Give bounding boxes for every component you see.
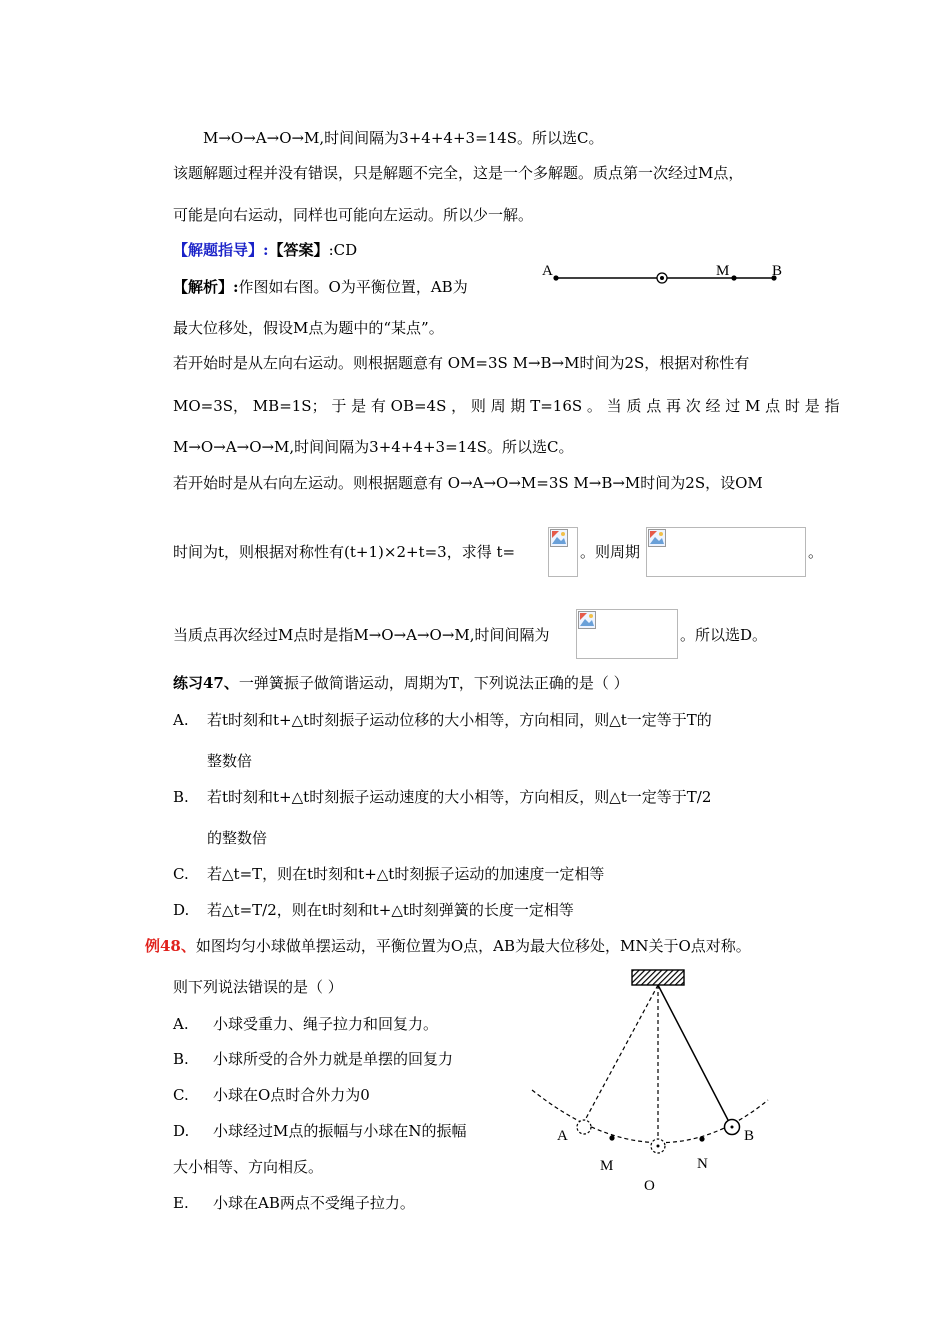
exercise47-line <box>173 673 629 693</box>
ex48-option-e <box>173 1193 415 1213</box>
point-m <box>731 275 736 280</box>
example48-title: 例48、 <box>145 937 196 955</box>
solution-line-3: 可能是向右运动，同样也可能向左运动。所以少一解。 <box>173 206 534 224</box>
ex48-option-d-cont: 大小相等、方向相反。 <box>173 1158 324 1176</box>
label-n: N <box>697 1156 708 1172</box>
broken-image-icon <box>648 529 666 547</box>
formula-image-interval <box>576 609 678 659</box>
ex47-option-a <box>173 710 712 730</box>
example48-stem-2: 则下列说法错误的是（ ） <box>173 978 343 996</box>
point-o <box>660 276 664 280</box>
point-m <box>609 1135 614 1140</box>
option-label: C. <box>173 1086 189 1104</box>
ex48-option-c <box>173 1085 370 1105</box>
para1-line-1: 若开始时是从左向右运动。则根据题意有 OM=3S M→B→M时间为2S，根据对称性有 <box>173 354 750 372</box>
option-text: 若t时刻和t+△t时刻振子运动位移的大小相等，方向相同，则△t一定等于T的 <box>207 711 712 729</box>
ball-b-center <box>731 1126 734 1129</box>
option-text: 若t时刻和t+△t时刻振子运动速度的大小相等，方向相反，则△t一定等于T/2 <box>207 788 712 806</box>
broken-image-icon <box>578 611 596 629</box>
ex47-option-d <box>173 900 574 920</box>
label-b: B <box>744 1128 755 1144</box>
pendulum-support <box>632 970 684 985</box>
formula-image-period <box>646 527 806 577</box>
para1-line-3: M→O→A→O→M,时间间隔为3+4+4+3=14S。所以选C。 <box>173 438 574 456</box>
ex47-option-a-cont: 整数倍 <box>207 752 253 770</box>
ex48-option-a <box>173 1014 438 1034</box>
option-label: B. <box>173 1050 189 1068</box>
label-m: M <box>716 263 730 279</box>
ball-o-center <box>657 1145 660 1148</box>
option-text: 小球在O点时合外力为0 <box>213 1086 370 1104</box>
option-text: 小球经过M点的振幅与小球在N的振幅 <box>213 1122 467 1140</box>
exercise47-stem: 一弹簧振子做简谐运动，周期为T，下列说法正确的是（ ） <box>238 674 629 692</box>
para2-line-3a: 当质点再次经过M点时是指M→O→A→O→M,时间间隔为 <box>173 626 550 644</box>
para2-line-2b: 。则周期 <box>580 543 641 561</box>
para2-line-2c: 。 <box>808 543 824 561</box>
option-label: D. <box>173 1122 190 1140</box>
para2-line-2a: 时间为t，则根据对称性有(t+1)×2+t=3，求得 t= <box>173 543 516 561</box>
answer-label: 【答案】 <box>268 241 329 259</box>
para1-line-2: MO=3S， MB=1S； 于 是 有 OB=4S ， 则 周 期 T=16S 。 当 质 点 再 次 经 过 M 点 时 是 指 <box>173 397 840 415</box>
analysis-label: 【解析】: <box>173 278 239 296</box>
point-n <box>699 1136 704 1141</box>
point-a <box>553 275 558 280</box>
string-to-a <box>584 985 658 1122</box>
analysis-line-1 <box>173 277 468 297</box>
example48-stem: 如图均匀小球做单摆运动，平衡位置为O点，AB为最大位移处，MN关于O点对称。 <box>195 937 751 955</box>
label-a: A <box>557 1128 568 1144</box>
ex47-option-c <box>173 864 604 884</box>
label-o: O <box>644 1178 655 1194</box>
answer-line <box>173 240 357 260</box>
pendulum-diagram <box>520 964 790 1196</box>
para2-line-3b: 。所以选D。 <box>680 626 768 644</box>
guide-label: 【解题指导】: <box>173 241 269 259</box>
option-text: 小球受重力、绳子拉力和回复力。 <box>213 1015 439 1033</box>
ex48-option-d <box>173 1121 467 1141</box>
option-label: C. <box>173 865 189 883</box>
option-label: A. <box>173 711 189 729</box>
label-m: M <box>600 1158 614 1174</box>
option-label: A. <box>173 1015 189 1033</box>
solution-line-2: 该题解题过程并没有错误，只是解题不完全，这是一个多解题。质点第一次经过M点， <box>173 164 744 182</box>
analysis-text-1: 作图如右图。O为平衡位置，AB为 <box>238 278 468 296</box>
ex47-option-b <box>173 787 711 807</box>
option-label: B. <box>173 788 189 806</box>
ex47-option-b-cont: 的整数倍 <box>207 829 268 847</box>
formula-image-t <box>548 527 578 577</box>
ball-a <box>577 1120 591 1134</box>
option-label: D. <box>173 901 190 919</box>
option-text: 小球所受的合外力就是单摆的回复力 <box>213 1050 454 1068</box>
option-text: 小球在AB两点不受绳子拉力。 <box>213 1194 415 1212</box>
ex48-option-b <box>173 1049 453 1069</box>
string-to-b <box>658 985 728 1120</box>
solution-line-1: M→O→A→O→M,时间间隔为3+4+4+3=14S。所以选C。 <box>203 129 604 147</box>
example48-line <box>145 936 751 956</box>
answer-value: :CD <box>328 241 358 259</box>
option-text: 若△t=T/2，则在t时刻和t+△t时刻弹簧的长度一定相等 <box>207 901 574 919</box>
analysis-line-2: 最大位移处，假设M点为题中的“某点”。 <box>173 319 444 337</box>
label-a: A <box>542 263 553 279</box>
exercise47-title: 练习47、 <box>173 674 239 692</box>
line-diagram <box>540 258 790 294</box>
broken-image-icon <box>550 529 568 547</box>
option-label: E. <box>173 1194 189 1212</box>
option-text: 若△t=T，则在t时刻和t+△t时刻振子运动的加速度一定相等 <box>207 865 605 883</box>
label-b: B <box>772 263 783 279</box>
para2-line-1: 若开始时是从右向左运动。则根据题意有 O→A→O→M=3S M→B→M时间为2S，设OM <box>173 474 763 492</box>
